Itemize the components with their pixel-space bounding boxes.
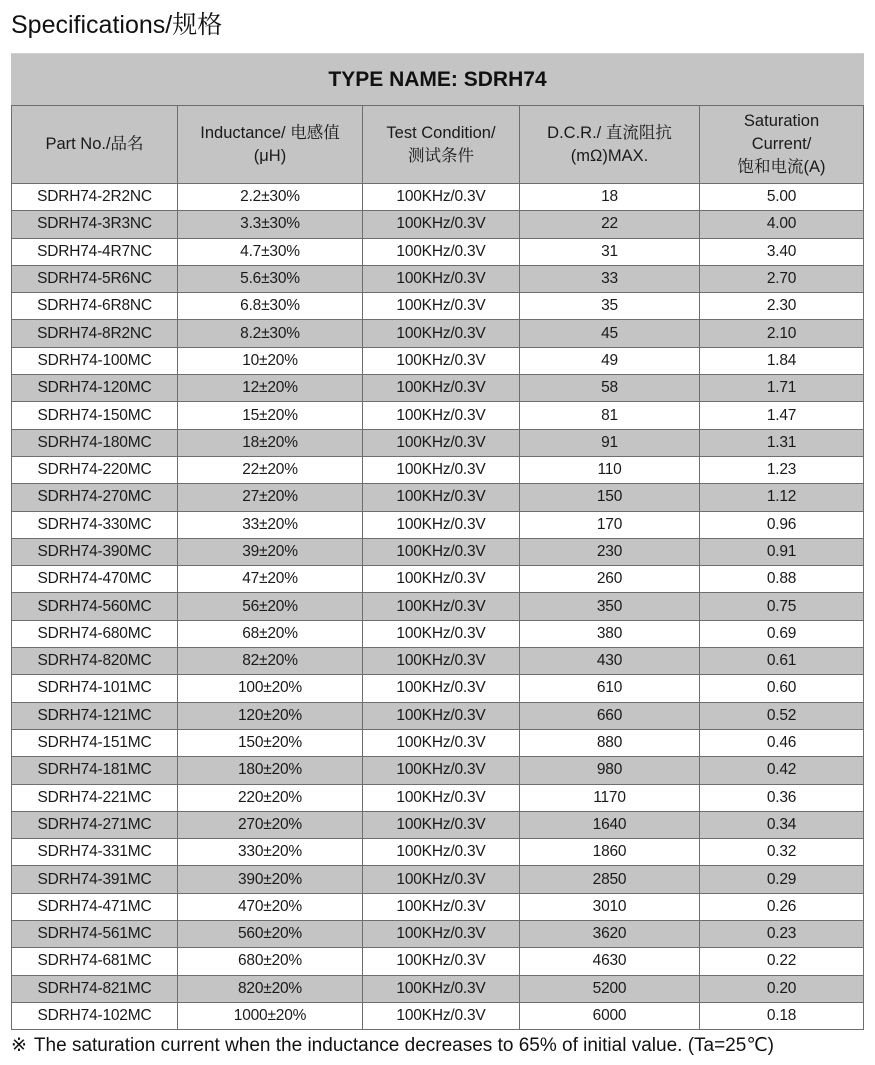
specifications-table (11, 53, 864, 1030)
test-condition-cell: 100KHz/0.3V (363, 784, 520, 811)
dcr-cell: 350 (520, 593, 700, 620)
inductance-cell: 390±20% (178, 866, 363, 893)
header-line: Test Condition/ (386, 123, 496, 142)
saturation-current-cell: 1.23 (700, 456, 864, 483)
saturation-current-cell: 1.12 (700, 484, 864, 511)
inductance-cell: 27±20% (178, 484, 363, 511)
type-name-heading: TYPE NAME: SDRH74 (12, 54, 864, 106)
inductance-cell: 120±20% (178, 702, 363, 729)
dcr-cell: 3620 (520, 921, 700, 948)
table-body (12, 184, 864, 1030)
part-number-cell: SDRH74-181MC (12, 757, 178, 784)
test-condition-cell: 100KHz/0.3V (363, 265, 520, 292)
dcr-cell: 4630 (520, 948, 700, 975)
test-condition-cell: 100KHz/0.3V (363, 320, 520, 347)
footnote-text: The saturation current when the inductance decreases to 65% of initial value. (Ta=25℃) (33, 1035, 774, 1056)
table-row (12, 893, 864, 920)
part-number-cell: SDRH74-150MC (12, 402, 178, 429)
test-condition-cell: 100KHz/0.3V (363, 729, 520, 756)
part-number-cell: SDRH74-270MC (12, 484, 178, 511)
header-line: Saturation (743, 112, 820, 130)
saturation-current-cell: 0.23 (700, 921, 864, 948)
dcr-cell: 2850 (520, 866, 700, 893)
part-no-header (12, 106, 178, 184)
test-condition-cell: 100KHz/0.3V (363, 866, 520, 893)
footnote (11, 1034, 774, 1058)
dcr-cell: 260 (520, 566, 700, 593)
table-row (12, 265, 864, 292)
table-row (12, 484, 864, 511)
inductance-cell: 680±20% (178, 948, 363, 975)
test-condition-cell: 100KHz/0.3V (363, 675, 520, 702)
inductance-cell: 180±20% (178, 757, 363, 784)
table-row (12, 456, 864, 483)
test-condition-cell: 100KHz/0.3V (363, 893, 520, 920)
dcr-cell: 5200 (520, 975, 700, 1002)
saturation-current-cell: 0.61 (700, 648, 864, 675)
dcr-cell: 170 (520, 511, 700, 538)
part-number-cell: SDRH74-561MC (12, 921, 178, 948)
saturation-current-cell: 0.91 (700, 538, 864, 565)
part-number-cell: SDRH74-120MC (12, 375, 178, 402)
table-row (12, 948, 864, 975)
dcr-cell: 91 (520, 429, 700, 456)
dcr-cell: 430 (520, 648, 700, 675)
part-number-cell: SDRH74-6R8NC (12, 293, 178, 320)
inductance-cell: 270±20% (178, 811, 363, 838)
table-row (12, 648, 864, 675)
saturation-current-cell: 0.36 (700, 784, 864, 811)
dcr-cell: 22 (520, 211, 700, 238)
type-name-row (12, 54, 864, 106)
inductance-cell: 5.6±30% (178, 265, 363, 292)
part-number-cell: SDRH74-3R3NC (12, 211, 178, 238)
table-row (12, 211, 864, 238)
saturation-current-cell: 0.88 (700, 566, 864, 593)
test-condition-cell: 100KHz/0.3V (363, 566, 520, 593)
header-line: Inductance/ 电感值 (200, 123, 340, 142)
inductance-cell: 68±20% (178, 620, 363, 647)
saturation-current-cell: 0.60 (700, 675, 864, 702)
dcr-cell: 230 (520, 538, 700, 565)
part-number-cell: SDRH74-101MC (12, 675, 178, 702)
dcr-cell: 980 (520, 757, 700, 784)
inductance-cell: 1000±20% (178, 1002, 363, 1029)
inductance-cell: 10±20% (178, 347, 363, 374)
saturation-current-cell: 0.69 (700, 620, 864, 647)
test-condition-cell: 100KHz/0.3V (363, 402, 520, 429)
saturation-current-cell: 0.46 (700, 729, 864, 756)
header-line: Part No./品名 (45, 135, 144, 153)
test-condition-cell: 100KHz/0.3V (363, 293, 520, 320)
dcr-cell: 110 (520, 456, 700, 483)
inductance-cell: 33±20% (178, 511, 363, 538)
test-condition-cell: 100KHz/0.3V (363, 211, 520, 238)
saturation-current-cell: 0.20 (700, 975, 864, 1002)
saturation-current-cell: 0.34 (700, 811, 864, 838)
table-row (12, 729, 864, 756)
inductance-cell: 82±20% (178, 648, 363, 675)
inductance-cell: 150±20% (178, 729, 363, 756)
table-row (12, 620, 864, 647)
saturation-current-cell: 2.70 (700, 265, 864, 292)
part-number-cell: SDRH74-681MC (12, 948, 178, 975)
test-condition-cell: 100KHz/0.3V (363, 484, 520, 511)
table-row (12, 320, 864, 347)
table-row (12, 347, 864, 374)
test-condition-cell: 100KHz/0.3V (363, 975, 520, 1002)
header-line: D.C.R./ 直流阻抗 (547, 123, 672, 142)
saturation-current-cell: 2.10 (700, 320, 864, 347)
table-row (12, 566, 864, 593)
inductance-cell: 2.2±30% (178, 184, 363, 211)
test-condition-cell: 100KHz/0.3V (363, 375, 520, 402)
test-condition-cell: 100KHz/0.3V (363, 811, 520, 838)
part-number-cell: SDRH74-2R2NC (12, 184, 178, 211)
part-number-cell: SDRH74-5R6NC (12, 265, 178, 292)
test-condition-cell: 100KHz/0.3V (363, 429, 520, 456)
column-header-row (12, 106, 864, 184)
test-condition-cell: 100KHz/0.3V (363, 839, 520, 866)
saturation-current-cell: 1.71 (700, 375, 864, 402)
dcr-cell: 33 (520, 265, 700, 292)
inductance-cell: 820±20% (178, 975, 363, 1002)
header-line: (mΩ)MAX. (570, 146, 649, 165)
table-row (12, 429, 864, 456)
part-number-cell: SDRH74-8R2NC (12, 320, 178, 347)
table-row (12, 238, 864, 265)
dcr-cell: 610 (520, 675, 700, 702)
test-condition-cell: 100KHz/0.3V (363, 948, 520, 975)
inductance-cell: 8.2±30% (178, 320, 363, 347)
dcr-cell: 1170 (520, 784, 700, 811)
saturation-current-cell: 2.30 (700, 293, 864, 320)
dcr-cell: 3010 (520, 893, 700, 920)
part-number-cell: SDRH74-220MC (12, 456, 178, 483)
table-row (12, 293, 864, 320)
dcr-cell: 660 (520, 702, 700, 729)
part-number-cell: SDRH74-102MC (12, 1002, 178, 1029)
part-number-cell: SDRH74-271MC (12, 811, 178, 838)
inductance-cell: 56±20% (178, 593, 363, 620)
dcr-cell: 380 (520, 620, 700, 647)
table-row (12, 839, 864, 866)
dcr-cell: 18 (520, 184, 700, 211)
dcr-header (520, 106, 700, 184)
test-condition-cell: 100KHz/0.3V (363, 921, 520, 948)
table-row (12, 975, 864, 1002)
table-row (12, 1002, 864, 1029)
inductance-cell: 100±20% (178, 675, 363, 702)
saturation-current-cell: 4.00 (700, 211, 864, 238)
table-row (12, 511, 864, 538)
saturation-current-cell: 3.40 (700, 238, 864, 265)
test-condition-cell: 100KHz/0.3V (363, 593, 520, 620)
inductance-cell: 39±20% (178, 538, 363, 565)
dcr-cell: 49 (520, 347, 700, 374)
test-condition-cell: 100KHz/0.3V (363, 757, 520, 784)
table-row (12, 811, 864, 838)
part-number-cell: SDRH74-471MC (12, 893, 178, 920)
part-number-cell: SDRH74-180MC (12, 429, 178, 456)
saturation-current-cell: 0.32 (700, 839, 864, 866)
saturation-current-cell: 0.26 (700, 893, 864, 920)
inductance-cell: 47±20% (178, 566, 363, 593)
table-row (12, 538, 864, 565)
table-row (12, 702, 864, 729)
test-condition-header (363, 106, 520, 184)
table-row (12, 675, 864, 702)
saturation-current-cell: 1.47 (700, 402, 864, 429)
inductance-cell: 4.7±30% (178, 238, 363, 265)
part-number-cell: SDRH74-330MC (12, 511, 178, 538)
saturation-current-cell: 0.42 (700, 757, 864, 784)
test-condition-cell: 100KHz/0.3V (363, 648, 520, 675)
table-row (12, 375, 864, 402)
page-title: Specifications/规格 (11, 11, 223, 39)
part-number-cell: SDRH74-100MC (12, 347, 178, 374)
saturation-current-cell: 0.75 (700, 593, 864, 620)
header-line: Current/ (751, 135, 812, 153)
table-row (12, 402, 864, 429)
table-row (12, 757, 864, 784)
inductance-cell: 220±20% (178, 784, 363, 811)
saturation-current-cell: 0.29 (700, 866, 864, 893)
test-condition-cell: 100KHz/0.3V (363, 511, 520, 538)
dcr-cell: 1860 (520, 839, 700, 866)
test-condition-cell: 100KHz/0.3V (363, 1002, 520, 1029)
inductance-header (178, 106, 363, 184)
inductance-cell: 470±20% (178, 893, 363, 920)
table-row (12, 784, 864, 811)
part-number-cell: SDRH74-221MC (12, 784, 178, 811)
inductance-cell: 560±20% (178, 921, 363, 948)
dcr-cell: 81 (520, 402, 700, 429)
table-row (12, 593, 864, 620)
saturation-current-cell: 0.52 (700, 702, 864, 729)
part-number-cell: SDRH74-4R7NC (12, 238, 178, 265)
table-row (12, 184, 864, 211)
test-condition-cell: 100KHz/0.3V (363, 456, 520, 483)
part-number-cell: SDRH74-390MC (12, 538, 178, 565)
test-condition-cell: 100KHz/0.3V (363, 538, 520, 565)
part-number-cell: SDRH74-560MC (12, 593, 178, 620)
inductance-cell: 330±20% (178, 839, 363, 866)
part-number-cell: SDRH74-151MC (12, 729, 178, 756)
dcr-cell: 150 (520, 484, 700, 511)
saturation-current-header (700, 106, 864, 184)
inductance-cell: 22±20% (178, 456, 363, 483)
dcr-cell: 880 (520, 729, 700, 756)
saturation-current-cell: 5.00 (700, 184, 864, 211)
dcr-cell: 45 (520, 320, 700, 347)
saturation-current-cell: 0.22 (700, 948, 864, 975)
part-number-cell: SDRH74-680MC (12, 620, 178, 647)
test-condition-cell: 100KHz/0.3V (363, 347, 520, 374)
table-row (12, 866, 864, 893)
saturation-current-cell: 1.31 (700, 429, 864, 456)
saturation-current-cell: 0.18 (700, 1002, 864, 1029)
header-line: 测试条件 (408, 146, 474, 165)
table-row (12, 921, 864, 948)
inductance-cell: 6.8±30% (178, 293, 363, 320)
test-condition-cell: 100KHz/0.3V (363, 620, 520, 647)
test-condition-cell: 100KHz/0.3V (363, 184, 520, 211)
inductance-cell: 3.3±30% (178, 211, 363, 238)
inductance-cell: 15±20% (178, 402, 363, 429)
part-number-cell: SDRH74-821MC (12, 975, 178, 1002)
part-number-cell: SDRH74-331MC (12, 839, 178, 866)
test-condition-cell: 100KHz/0.3V (363, 238, 520, 265)
dcr-cell: 6000 (520, 1002, 700, 1029)
saturation-current-cell: 0.96 (700, 511, 864, 538)
inductance-cell: 12±20% (178, 375, 363, 402)
saturation-current-cell: 1.84 (700, 347, 864, 374)
inductance-cell: 18±20% (178, 429, 363, 456)
test-condition-cell: 100KHz/0.3V (363, 702, 520, 729)
part-number-cell: SDRH74-121MC (12, 702, 178, 729)
dcr-cell: 35 (520, 293, 700, 320)
header-line: (μH) (253, 146, 287, 165)
reference-mark: ※ (11, 1035, 27, 1056)
dcr-cell: 31 (520, 238, 700, 265)
part-number-cell: SDRH74-470MC (12, 566, 178, 593)
part-number-cell: SDRH74-391MC (12, 866, 178, 893)
header-line: 饱和电流(A) (737, 158, 826, 176)
dcr-cell: 58 (520, 375, 700, 402)
part-number-cell: SDRH74-820MC (12, 648, 178, 675)
dcr-cell: 1640 (520, 811, 700, 838)
